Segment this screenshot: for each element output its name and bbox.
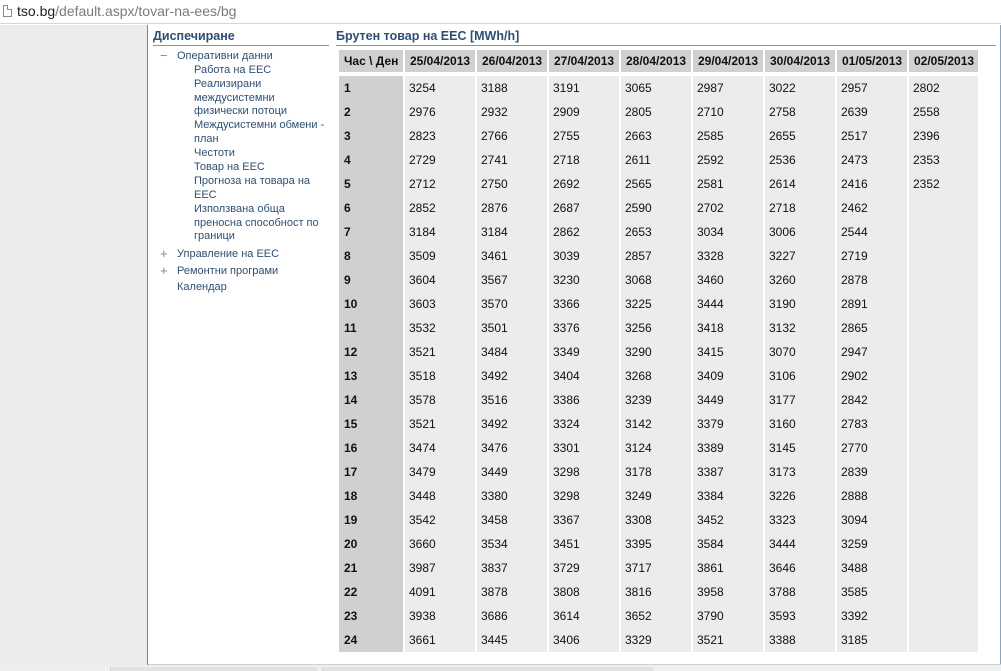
hour-cell: 22	[339, 580, 403, 604]
table-row	[339, 100, 978, 124]
value-cell: 2802	[909, 76, 978, 100]
value-cell: 3501	[477, 316, 547, 340]
hour-cell: 14	[339, 388, 403, 412]
value-cell: 2857	[621, 244, 691, 268]
value-cell: 2710	[693, 100, 763, 124]
value-cell: 2565	[621, 172, 691, 196]
value-cell: 3474	[405, 436, 475, 460]
table-row	[339, 580, 978, 604]
date-column-header: 29/04/2013	[693, 50, 763, 72]
value-cell: 2517	[837, 124, 907, 148]
nav-group-operational-data[interactable]	[153, 50, 331, 63]
value-cell: 3461	[477, 244, 547, 268]
value-cell: 2976	[405, 100, 475, 124]
table-row	[339, 292, 978, 316]
value-cell: 3349	[549, 340, 619, 364]
value-cell: 2909	[549, 100, 619, 124]
table-row	[339, 532, 978, 556]
value-cell: 2581	[693, 172, 763, 196]
nav-group-label[interactable]: Оперативни данни	[177, 50, 273, 62]
value-cell: 2718	[765, 196, 835, 220]
table-row	[339, 196, 978, 220]
value-cell: 3239	[621, 388, 691, 412]
table-row	[339, 124, 978, 148]
value-cell: 2590	[621, 196, 691, 220]
value-cell: 3837	[477, 556, 547, 580]
hour-cell: 10	[339, 292, 403, 316]
value-cell	[909, 460, 978, 484]
hour-cell: 11	[339, 316, 403, 340]
hour-cell: 24	[339, 628, 403, 652]
value-cell: 3323	[765, 508, 835, 532]
value-cell: 3444	[765, 532, 835, 556]
value-cell: 2891	[837, 292, 907, 316]
value-cell: 2862	[549, 220, 619, 244]
table-row	[339, 436, 978, 460]
value-cell: 3160	[765, 412, 835, 436]
value-cell: 3191	[549, 76, 619, 100]
value-cell: 3516	[477, 388, 547, 412]
value-cell	[909, 412, 978, 436]
table-row	[339, 244, 978, 268]
value-cell: 3521	[405, 340, 475, 364]
value-cell: 3226	[765, 484, 835, 508]
table-row	[339, 484, 978, 508]
hour-cell: 20	[339, 532, 403, 556]
hour-cell: 23	[339, 604, 403, 628]
value-cell: 3492	[477, 364, 547, 388]
date-column-header: 02/05/2013	[909, 50, 978, 72]
value-cell: 3449	[477, 460, 547, 484]
value-cell: 3106	[765, 364, 835, 388]
value-cell: 3484	[477, 340, 547, 364]
value-cell: 2842	[837, 388, 907, 412]
value-cell	[909, 364, 978, 388]
corner-header: Час \ Ден	[339, 50, 403, 72]
table-row	[339, 412, 978, 436]
hour-cell: 4	[339, 148, 403, 172]
value-cell: 3268	[621, 364, 691, 388]
value-cell: 2639	[837, 100, 907, 124]
hour-cell: 16	[339, 436, 403, 460]
nav-item-frequencies[interactable]: Честоти	[194, 147, 235, 160]
value-cell: 3324	[549, 412, 619, 436]
value-cell: 3816	[621, 580, 691, 604]
value-cell	[909, 580, 978, 604]
value-cell: 3542	[405, 508, 475, 532]
hour-cell: 5	[339, 172, 403, 196]
nav-group-label[interactable]: Управление на ЕЕС	[177, 247, 280, 260]
table-row	[339, 508, 978, 532]
value-cell: 2902	[837, 364, 907, 388]
value-cell: 2947	[837, 340, 907, 364]
value-cell: 3259	[837, 532, 907, 556]
value-cell: 2611	[621, 148, 691, 172]
value-cell: 3567	[477, 268, 547, 292]
value-cell: 3142	[621, 412, 691, 436]
value-cell: 2544	[837, 220, 907, 244]
value-cell: 3646	[765, 556, 835, 580]
table-row	[339, 604, 978, 628]
value-cell: 2766	[477, 124, 547, 148]
value-cell: 3308	[621, 508, 691, 532]
nav-group-ees-management[interactable]	[153, 245, 331, 261]
date-column-header: 01/05/2013	[837, 50, 907, 72]
value-cell: 2692	[549, 172, 619, 196]
value-cell: 3717	[621, 556, 691, 580]
load-table	[337, 50, 980, 652]
value-cell: 3476	[477, 436, 547, 460]
value-cell: 2783	[837, 412, 907, 436]
value-cell: 3380	[477, 484, 547, 508]
nav-item-load-forecast[interactable]: Прогноза на товара на ЕЕС	[194, 175, 311, 201]
table-row	[339, 388, 978, 412]
value-cell: 2614	[765, 172, 835, 196]
value-cell: 2473	[837, 148, 907, 172]
value-cell: 2932	[477, 100, 547, 124]
value-cell: 2876	[477, 196, 547, 220]
value-cell: 3570	[477, 292, 547, 316]
hour-cell: 19	[339, 508, 403, 532]
url-host: tso.bg	[17, 3, 56, 19]
value-cell: 3808	[549, 580, 619, 604]
value-cell: 2805	[621, 100, 691, 124]
value-cell: 2729	[405, 148, 475, 172]
expand-icon[interactable]: +	[160, 262, 168, 278]
value-cell: 2957	[837, 76, 907, 100]
hour-cell: 1	[339, 76, 403, 100]
value-cell: 4091	[405, 580, 475, 604]
value-cell: 3686	[477, 604, 547, 628]
value-cell: 3184	[477, 220, 547, 244]
value-cell: 3389	[693, 436, 763, 460]
hour-cell: 8	[339, 244, 403, 268]
value-cell	[909, 556, 978, 580]
value-cell: 2758	[765, 100, 835, 124]
value-cell: 3392	[837, 604, 907, 628]
value-cell: 3614	[549, 604, 619, 628]
url-text[interactable]	[17, 3, 236, 20]
hour-cell: 13	[339, 364, 403, 388]
value-cell: 3298	[549, 484, 619, 508]
table-row	[339, 460, 978, 484]
value-cell	[909, 436, 978, 460]
value-cell: 2585	[693, 124, 763, 148]
table-row	[339, 556, 978, 580]
value-cell	[909, 532, 978, 556]
value-cell: 2653	[621, 220, 691, 244]
value-cell: 2353	[909, 148, 978, 172]
value-cell: 3227	[765, 244, 835, 268]
date-column-header: 30/04/2013	[765, 50, 835, 72]
value-cell: 3584	[693, 532, 763, 556]
nav-item-ees-operation[interactable]: Работа на ЕЕС	[194, 64, 272, 76]
value-cell: 3488	[837, 556, 907, 580]
value-cell: 3068	[621, 268, 691, 292]
value-cell: 3328	[693, 244, 763, 268]
value-cell: 2852	[405, 196, 475, 220]
address-bar[interactable]	[0, 0, 1001, 24]
value-cell: 3444	[693, 292, 763, 316]
value-cell: 3861	[693, 556, 763, 580]
value-cell: 3521	[693, 628, 763, 652]
value-cell: 2536	[765, 148, 835, 172]
date-column-header: 28/04/2013	[621, 50, 691, 72]
value-cell: 3661	[405, 628, 475, 652]
nav-item-transfer-capacity[interactable]: Използвана обща преносна способност по граници	[194, 202, 319, 243]
value-cell: 3404	[549, 364, 619, 388]
value-cell: 3448	[405, 484, 475, 508]
value-cell: 3384	[693, 484, 763, 508]
value-cell: 2352	[909, 172, 978, 196]
date-column-header: 27/04/2013	[549, 50, 619, 72]
value-cell: 2663	[621, 124, 691, 148]
value-cell: 3534	[477, 532, 547, 556]
value-cell	[909, 196, 978, 220]
table-row	[339, 76, 978, 100]
value-cell	[909, 244, 978, 268]
value-cell: 3254	[405, 76, 475, 100]
value-cell: 3388	[765, 628, 835, 652]
value-cell: 3790	[693, 604, 763, 628]
value-cell: 2396	[909, 124, 978, 148]
table-row	[339, 628, 978, 652]
value-cell	[909, 388, 978, 412]
value-cell: 3225	[621, 292, 691, 316]
hour-cell: 7	[339, 220, 403, 244]
nav-group-repair-programs[interactable]	[153, 262, 331, 278]
nav-subitems	[194, 64, 331, 244]
value-cell: 3386	[549, 388, 619, 412]
value-cell: 2719	[837, 244, 907, 268]
value-cell	[909, 628, 978, 652]
value-cell: 2687	[549, 196, 619, 220]
strip-segment	[322, 667, 653, 671]
value-cell: 3173	[765, 460, 835, 484]
value-cell: 3190	[765, 292, 835, 316]
table-row	[339, 268, 978, 292]
value-cell: 3452	[693, 508, 763, 532]
sidebar-title[interactable]: Диспечиране	[153, 29, 329, 46]
strip-segment	[110, 667, 317, 671]
value-cell	[909, 604, 978, 628]
value-cell	[909, 292, 978, 316]
nav-group-label[interactable]: Ремонтни програми	[177, 264, 279, 277]
hour-cell: 12	[339, 340, 403, 364]
table-header-row	[339, 50, 978, 72]
value-cell: 3260	[765, 268, 835, 292]
value-cell: 3987	[405, 556, 475, 580]
hour-cell: 17	[339, 460, 403, 484]
hour-cell: 9	[339, 268, 403, 292]
value-cell: 2823	[405, 124, 475, 148]
value-cell: 3532	[405, 316, 475, 340]
value-cell: 3415	[693, 340, 763, 364]
value-cell: 3022	[765, 76, 835, 100]
hour-cell: 3	[339, 124, 403, 148]
value-cell: 3188	[477, 76, 547, 100]
value-cell: 3329	[621, 628, 691, 652]
date-column-header: 25/04/2013	[405, 50, 475, 72]
bottom-scrollbar-strip	[0, 665, 1001, 671]
value-cell: 3039	[549, 244, 619, 268]
value-cell: 3184	[405, 220, 475, 244]
date-column-header: 26/04/2013	[477, 50, 547, 72]
value-cell: 3395	[621, 532, 691, 556]
nav-item-exchange-plan[interactable]: Междусистемни обмени - план	[194, 119, 325, 145]
value-cell: 3660	[405, 532, 475, 556]
value-cell: 3185	[837, 628, 907, 652]
value-cell: 3301	[549, 436, 619, 460]
value-cell	[909, 508, 978, 532]
value-cell: 3521	[405, 412, 475, 436]
table-row	[339, 220, 978, 244]
value-cell: 3652	[621, 604, 691, 628]
value-cell: 3034	[693, 220, 763, 244]
left-gutter	[0, 25, 148, 671]
value-cell: 2592	[693, 148, 763, 172]
value-cell: 2865	[837, 316, 907, 340]
value-cell	[909, 340, 978, 364]
table-row	[339, 172, 978, 196]
value-cell: 3449	[693, 388, 763, 412]
value-cell: 3458	[477, 508, 547, 532]
value-cell: 3387	[693, 460, 763, 484]
table-row	[339, 340, 978, 364]
value-cell: 3366	[549, 292, 619, 316]
value-cell: 2558	[909, 100, 978, 124]
hour-cell: 21	[339, 556, 403, 580]
value-cell	[909, 316, 978, 340]
value-cell: 3256	[621, 316, 691, 340]
value-cell: 2462	[837, 196, 907, 220]
hour-cell: 18	[339, 484, 403, 508]
value-cell: 3593	[765, 604, 835, 628]
nav-item-calendar[interactable]: Календар	[177, 280, 227, 293]
value-cell: 3230	[549, 268, 619, 292]
url-path: /default.aspx/tovar-na-ees/bg	[55, 3, 237, 19]
value-cell: 3518	[405, 364, 475, 388]
value-cell: 3479	[405, 460, 475, 484]
value-cell: 3065	[621, 76, 691, 100]
value-cell: 3132	[765, 316, 835, 340]
value-cell: 3460	[693, 268, 763, 292]
hour-cell: 6	[339, 196, 403, 220]
value-cell: 3788	[765, 580, 835, 604]
value-cell: 3070	[765, 340, 835, 364]
value-cell: 3124	[621, 436, 691, 460]
value-cell: 2839	[837, 460, 907, 484]
value-cell: 3178	[621, 460, 691, 484]
value-cell: 2712	[405, 172, 475, 196]
value-cell: 2655	[765, 124, 835, 148]
value-cell: 3492	[477, 412, 547, 436]
value-cell: 3406	[549, 628, 619, 652]
nav-item-physical-flows[interactable]: Реализирани междусистемни физически потоци	[194, 78, 288, 118]
value-cell: 2770	[837, 436, 907, 460]
hour-cell: 2	[339, 100, 403, 124]
value-cell	[909, 268, 978, 292]
value-cell: 2741	[477, 148, 547, 172]
value-cell	[909, 484, 978, 508]
value-cell: 2702	[693, 196, 763, 220]
value-cell: 3958	[693, 580, 763, 604]
value-cell: 3376	[549, 316, 619, 340]
value-cell: 2718	[549, 148, 619, 172]
sidebar-nav	[153, 29, 331, 294]
value-cell: 3578	[405, 388, 475, 412]
value-cell: 3379	[693, 412, 763, 436]
value-cell: 2416	[837, 172, 907, 196]
value-cell: 2888	[837, 484, 907, 508]
value-cell: 3290	[621, 340, 691, 364]
page-title: Брутен товар на ЕЕС [MWh/h]	[336, 29, 996, 46]
value-cell: 3367	[549, 508, 619, 532]
value-cell: 2750	[477, 172, 547, 196]
expand-icon[interactable]: +	[160, 245, 168, 261]
collapse-icon[interactable]: −	[160, 48, 168, 63]
value-cell: 3878	[477, 580, 547, 604]
table-row	[339, 364, 978, 388]
page-icon	[3, 5, 12, 17]
value-cell: 3418	[693, 316, 763, 340]
value-cell: 3603	[405, 292, 475, 316]
value-cell: 3604	[405, 268, 475, 292]
nav-item-ees-load[interactable]: Товар на ЕЕС	[194, 161, 265, 174]
value-cell: 3177	[765, 388, 835, 412]
value-cell: 3451	[549, 532, 619, 556]
value-cell: 3729	[549, 556, 619, 580]
value-cell: 3006	[765, 220, 835, 244]
value-cell: 2878	[837, 268, 907, 292]
value-cell: 3298	[549, 460, 619, 484]
value-cell: 3145	[765, 436, 835, 460]
value-cell: 2987	[693, 76, 763, 100]
value-cell: 2755	[549, 124, 619, 148]
value-cell: 3585	[837, 580, 907, 604]
hour-cell: 15	[339, 412, 403, 436]
value-cell: 3938	[405, 604, 475, 628]
value-cell: 3094	[837, 508, 907, 532]
value-cell: 3445	[477, 628, 547, 652]
table-row	[339, 316, 978, 340]
value-cell: 3409	[693, 364, 763, 388]
table-row	[339, 148, 978, 172]
value-cell: 3509	[405, 244, 475, 268]
value-cell	[909, 220, 978, 244]
value-cell: 3249	[621, 484, 691, 508]
